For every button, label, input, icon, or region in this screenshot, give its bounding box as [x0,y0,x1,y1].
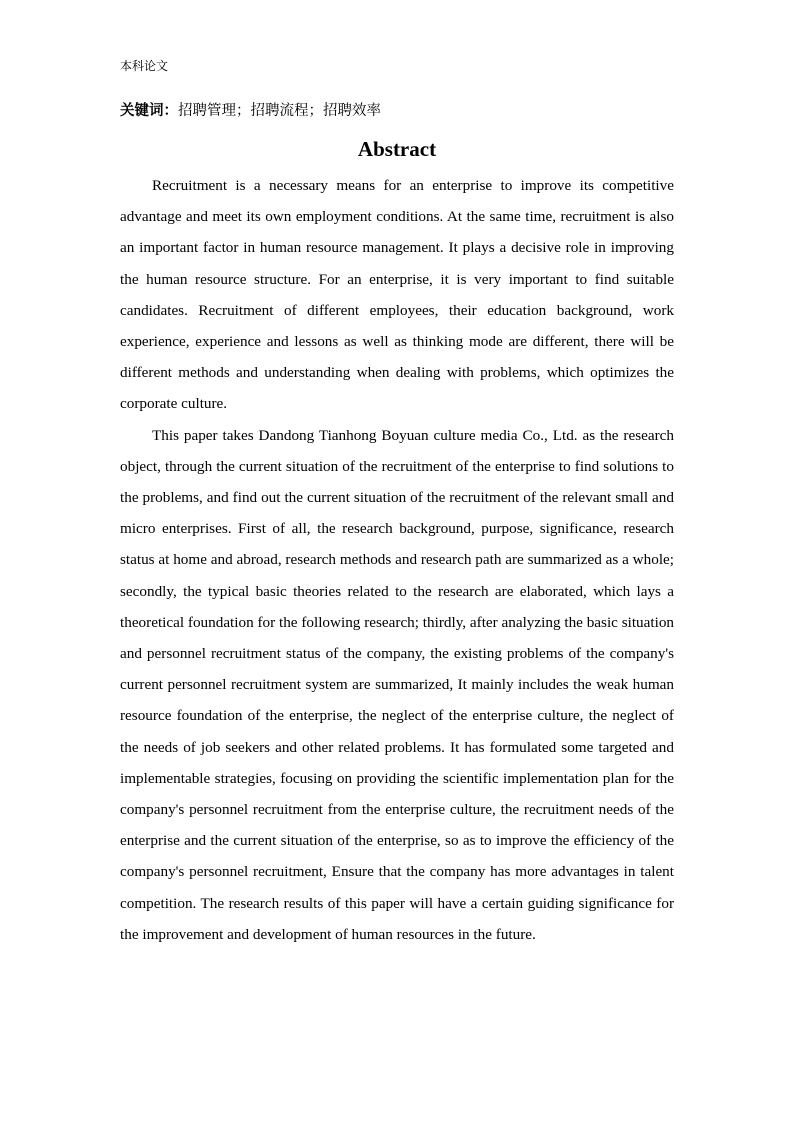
abstract-paragraph-1: Recruitment is a necessary means for an enterprise to improve its competitive advantage and meet its own employment conditions. At the same time, recruitment is also an important factor in human resource management. It plays a decisive role in improving the human resource structure. For an enterprise, it is very important to find suitable candidates. Recruitment of different employees, their education background, work experience, experience and lessons as well as thinking mode are different, there will be different methods and understanding when dealing with problems, which optimizes the corporate culture. [120,177,674,413]
keywords-label: 关键词： [120,103,178,119]
abstract-paragraph-2: This paper takes Dandong Tianhong Boyuan culture media Co., Ltd. as the research object, through the current situation of the recruitment of the enterprise to find solutions to the problems, and find out the current situation of the recruitment of the relevant small and micro enterprises. First of all, the research background, purpose, significance, research status at home and abroad, research methods and research path are summarized as a whole; secondly, the typical basic theories related to the research are elaborated, which lays a theoretical foundation for the following research; thirdly, after analyzing the basic situation and personnel recruitment status of the company, the existing problems of the company's current personnel recruitment system are summarized, It mainly includes the weak human resource foundation of the enterprise, the neglect of the enterprise culture, the neglect of the needs of job seekers and other related problems. It has formulated some targeted and implementable strategies, focusing on providing the scientific implementation plan for the company's personnel recruitment from the enterprise culture, the recruitment needs of the enterprise and the current situation of the enterprise, so as to improve the efficiency of the company's personnel recruitment, Ensure that the company has more advantages in talent competition. The research results of this paper will have a certain guiding significance for the improvement and development of human resources in the future. [120,426,675,943]
keywords-terms: 招聘管理；招聘流程；招聘效率 [178,103,381,119]
running-header: 本科论文 [120,59,169,73]
abstract-heading: Abstract [357,137,437,161]
abstract-body [120,170,674,950]
keywords-line [120,101,381,121]
